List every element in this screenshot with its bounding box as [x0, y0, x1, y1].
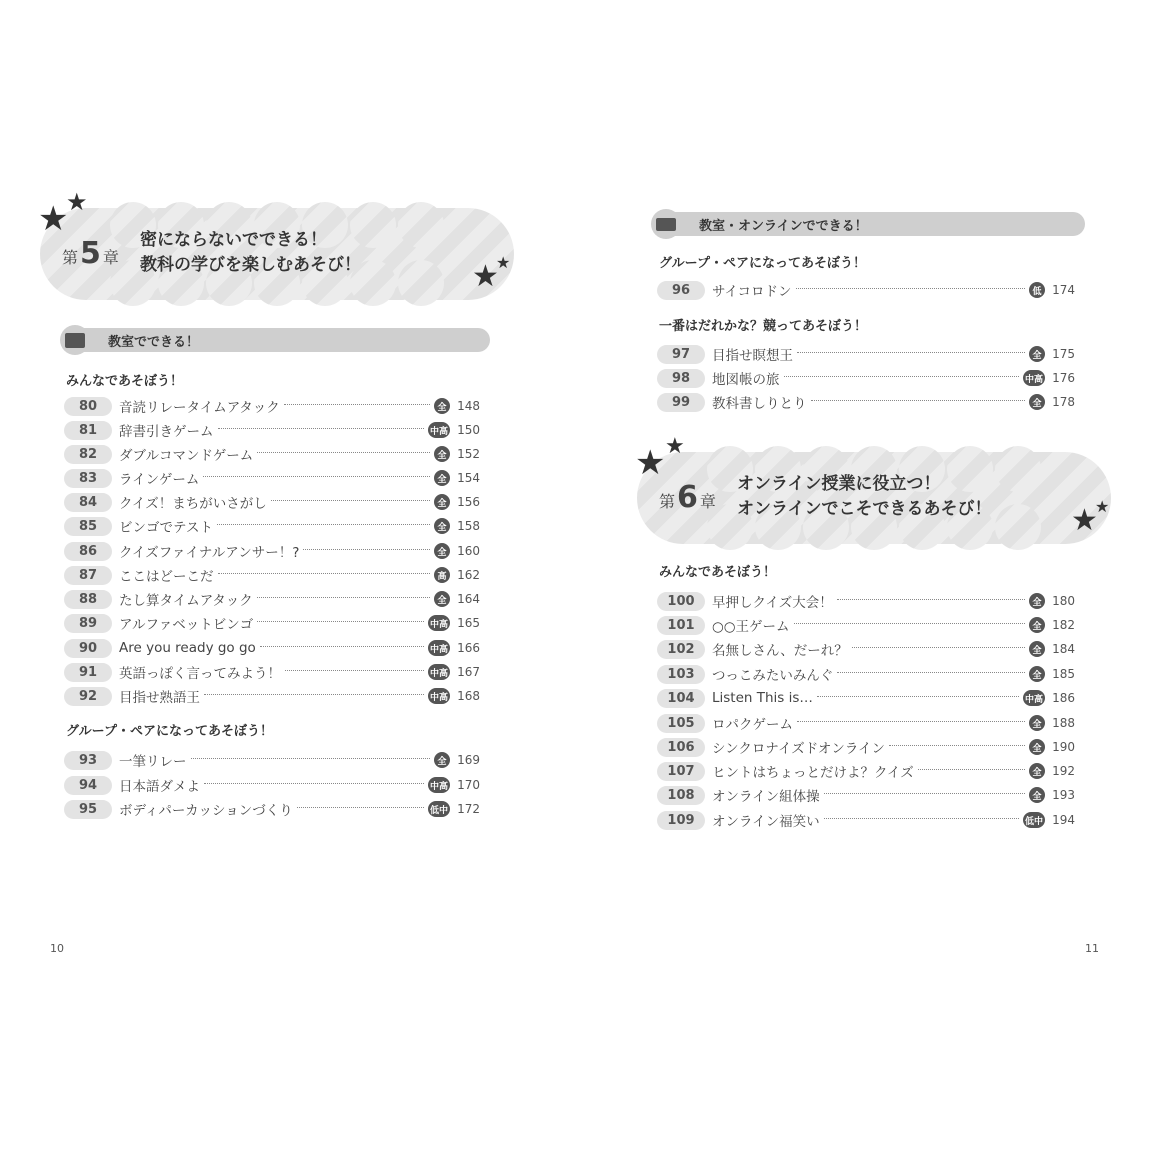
grade-badge: 全: [1029, 763, 1045, 779]
page-number: 182: [1052, 618, 1075, 632]
grade-badge: 全: [434, 518, 450, 534]
item-number: 103: [657, 665, 705, 684]
item-number: 86: [64, 542, 112, 561]
item-number: 97: [657, 345, 705, 364]
grade-badge: 全: [1029, 739, 1045, 755]
page-number: 154: [457, 471, 480, 485]
toc-row[interactable]: [64, 685, 480, 707]
item-title: クイズ！まちがいさがし: [119, 496, 267, 512]
page-number: 193: [1052, 788, 1075, 802]
item-title: オンライン組体操: [712, 789, 820, 805]
item-number: 107: [657, 762, 705, 781]
chapter-label: 第 5 章: [62, 236, 119, 271]
grade-badge: 全: [1029, 346, 1045, 362]
toc-row[interactable]: [657, 736, 1075, 758]
page-number: 165: [457, 616, 480, 630]
page-number: 160: [457, 544, 480, 558]
group-heading: 一番はだれかな？競ってあそぼう！: [659, 319, 868, 334]
page-number: 152: [457, 447, 480, 461]
toc-row[interactable]: [64, 749, 480, 771]
page-number: 164: [457, 592, 480, 606]
grade-badge: 中高: [428, 688, 450, 704]
page-number: 148: [457, 399, 480, 413]
grade-badge: 中高: [428, 664, 450, 680]
grade-badge: 中高: [428, 615, 450, 631]
grade-badge: 全: [434, 591, 450, 607]
item-title: 目指せ熟語王: [119, 690, 200, 706]
item-number: 94: [64, 776, 112, 795]
item-number: 98: [657, 369, 705, 388]
toc-row[interactable]: [657, 809, 1075, 831]
page-number: 150: [457, 423, 480, 437]
item-title: サイコロドン: [712, 284, 792, 300]
item-title: ロパクゲーム: [712, 717, 793, 733]
toc-row[interactable]: [657, 279, 1075, 301]
item-title: ボディパーカッションづくり: [119, 803, 293, 819]
item-number: 89: [64, 614, 112, 633]
item-number: 81: [64, 421, 112, 440]
grade-badge: 全: [1029, 666, 1045, 682]
grade-badge: 中高: [428, 777, 450, 793]
page-number: 174: [1052, 283, 1075, 297]
section-classroom-online: 教室・オンラインでできる！: [655, 212, 1085, 236]
grade-badge: 全: [1029, 593, 1045, 609]
grade-badge: 中高: [1023, 370, 1045, 386]
item-number: 95: [64, 800, 112, 819]
page-number: 158: [457, 519, 480, 533]
toc-row[interactable]: [657, 614, 1075, 636]
item-title: ラインゲーム: [119, 472, 200, 488]
toc-row[interactable]: [657, 760, 1075, 782]
chapter-title: 密にならないでできる！ 教科の学びを楽しむあそび！: [140, 230, 361, 275]
grade-badge: 全: [1029, 641, 1045, 657]
monitor-icon: [651, 209, 681, 239]
toc-row[interactable]: [64, 637, 480, 659]
group-heading: みんなであそぼう！: [66, 374, 184, 389]
grade-badge: 中高: [428, 422, 450, 438]
grade-badge: 低中: [1023, 812, 1045, 828]
item-title: Listen This is…: [712, 690, 813, 706]
item-number: 82: [64, 445, 112, 464]
item-number: 88: [64, 590, 112, 609]
toc-row[interactable]: [64, 661, 480, 683]
item-title: ヒントはちょっとだけよ？クイズ: [712, 765, 914, 781]
grade-badge: 全: [434, 543, 450, 559]
star-icon: ★: [1095, 497, 1110, 516]
page-folio: 10: [50, 942, 64, 955]
page-number: 169: [457, 753, 480, 767]
grade-badge: 全: [1029, 715, 1045, 731]
toc-row[interactable]: [657, 638, 1075, 660]
item-number: 92: [64, 687, 112, 706]
item-title: たし算タイムアタック: [119, 593, 253, 609]
star-icon: ★: [1071, 503, 1098, 538]
item-title: ビンゴでテスト: [119, 520, 213, 536]
page-number: 175: [1052, 347, 1075, 361]
toc-row[interactable]: [657, 391, 1075, 413]
page-number: 162: [457, 568, 480, 582]
group-heading: グループ・ペアになってあそぼう！: [659, 256, 866, 271]
page-number: 166: [457, 641, 480, 655]
item-title: 一筆リレー: [119, 754, 187, 770]
toc-row[interactable]: [64, 588, 480, 610]
page-number: 180: [1052, 594, 1075, 608]
star-icon: ★: [472, 259, 499, 294]
grade-badge: 全: [434, 494, 450, 510]
group-heading: グループ・ペアになってあそぼう！: [66, 724, 273, 739]
page-number: 176: [1052, 371, 1075, 385]
chapter-label: 第 6 章: [659, 480, 716, 515]
chapter-title: オンライン授業に役立つ！ オンラインでこそできるあそび！: [737, 474, 992, 519]
item-title: アルファベットビンゴ: [119, 617, 254, 633]
toc-row[interactable]: [657, 784, 1075, 806]
toc-row[interactable]: [657, 343, 1075, 365]
item-number: 84: [64, 493, 112, 512]
item-number: 96: [657, 281, 705, 300]
toc-row[interactable]: [64, 612, 480, 634]
grade-badge: 全: [434, 470, 450, 486]
star-icon: ★: [66, 188, 88, 216]
grade-badge: 低中: [428, 801, 450, 817]
item-number: 93: [64, 751, 112, 770]
page-number: 190: [1052, 740, 1075, 754]
star-icon: ★: [496, 253, 511, 272]
item-number: 85: [64, 517, 112, 536]
item-title: オンライン福笑い: [712, 814, 820, 830]
item-number: 102: [657, 640, 705, 659]
item-title: 教科書しりとり: [712, 396, 807, 412]
toc-row[interactable]: [64, 395, 480, 417]
star-icon: ★: [665, 434, 685, 459]
right-page: [575, 0, 1150, 1150]
page-number: 186: [1052, 691, 1075, 705]
item-title: つっこみたいみんぐ: [712, 668, 834, 684]
item-number: 101: [657, 616, 705, 635]
item-number: 104: [657, 689, 705, 708]
grade-badge: 全: [434, 446, 450, 462]
group-heading: みんなであそぼう！: [659, 565, 777, 580]
item-title: 音読リレータイムアタック: [119, 400, 280, 416]
page-number: 168: [457, 689, 480, 703]
item-number: 87: [64, 566, 112, 585]
toc-row[interactable]: [64, 491, 480, 513]
item-number: 90: [64, 639, 112, 658]
toc-row[interactable]: [657, 367, 1075, 389]
toc-row[interactable]: [657, 712, 1075, 734]
page-number: 184: [1052, 642, 1075, 656]
toc-row[interactable]: [64, 443, 480, 465]
grade-badge: 全: [434, 398, 450, 414]
toc-row[interactable]: [657, 590, 1075, 612]
grade-badge: 中高: [1023, 690, 1045, 706]
item-title: 名無しさん、だーれ？: [712, 643, 848, 659]
page-number: 188: [1052, 716, 1075, 730]
page-folio: 11: [1085, 942, 1099, 955]
toc-row[interactable]: [657, 687, 1075, 709]
section-classroom: 教室でできる！: [64, 328, 490, 352]
item-title: 英語っぽく言ってみよう！: [119, 666, 281, 682]
toc-row[interactable]: [64, 540, 480, 562]
item-number: 105: [657, 714, 705, 733]
item-title: ○○王ゲーム: [712, 619, 790, 635]
grade-badge: 全: [434, 752, 450, 768]
item-number: 91: [64, 663, 112, 682]
page-number: 170: [457, 778, 480, 792]
page-number: 167: [457, 665, 480, 679]
item-title: シンクロナイズドオンライン: [712, 741, 886, 757]
item-number: 83: [64, 469, 112, 488]
grade-badge: 高: [434, 567, 450, 583]
item-number: 108: [657, 786, 705, 805]
item-number: 80: [64, 397, 112, 416]
toc-row[interactable]: [64, 419, 480, 441]
page-number: 172: [457, 802, 480, 816]
grade-badge: 全: [1029, 787, 1045, 803]
item-title: Are you ready go go: [119, 640, 256, 656]
page-number: 192: [1052, 764, 1075, 778]
item-title: 早押しクイズ大会！: [712, 595, 833, 611]
page-number: 194: [1052, 813, 1075, 827]
page-number: 185: [1052, 667, 1075, 681]
star-icon: ★: [635, 443, 666, 483]
item-number: 99: [657, 393, 705, 412]
page-number: 156: [457, 495, 480, 509]
school-building-icon: [60, 325, 90, 355]
item-number: 100: [657, 592, 705, 611]
toc-row[interactable]: [64, 515, 480, 537]
item-title: 地図帳の旅: [712, 372, 780, 388]
toc-row[interactable]: [64, 564, 480, 586]
grade-badge: 低: [1029, 282, 1045, 298]
item-title: 目指せ瞑想王: [712, 348, 793, 364]
item-title: 辞書引きゲーム: [119, 424, 214, 440]
item-title: 日本語ダメよ: [119, 779, 200, 795]
item-title: クイズファイナルアンサー！?: [119, 545, 300, 561]
star-icon: ★: [38, 199, 69, 239]
grade-badge: 中高: [428, 640, 450, 656]
item-number: 109: [657, 811, 705, 830]
item-title: ダブルコマンドゲーム: [119, 448, 254, 464]
item-title: ここはどーこだ: [119, 569, 214, 585]
toc-row[interactable]: [657, 663, 1075, 685]
grade-badge: 全: [1029, 394, 1045, 410]
page-number: 178: [1052, 395, 1075, 409]
toc-row[interactable]: [64, 798, 480, 820]
toc-row[interactable]: [64, 467, 480, 489]
grade-badge: 全: [1029, 617, 1045, 633]
toc-row[interactable]: [64, 774, 480, 796]
item-number: 106: [657, 738, 705, 757]
